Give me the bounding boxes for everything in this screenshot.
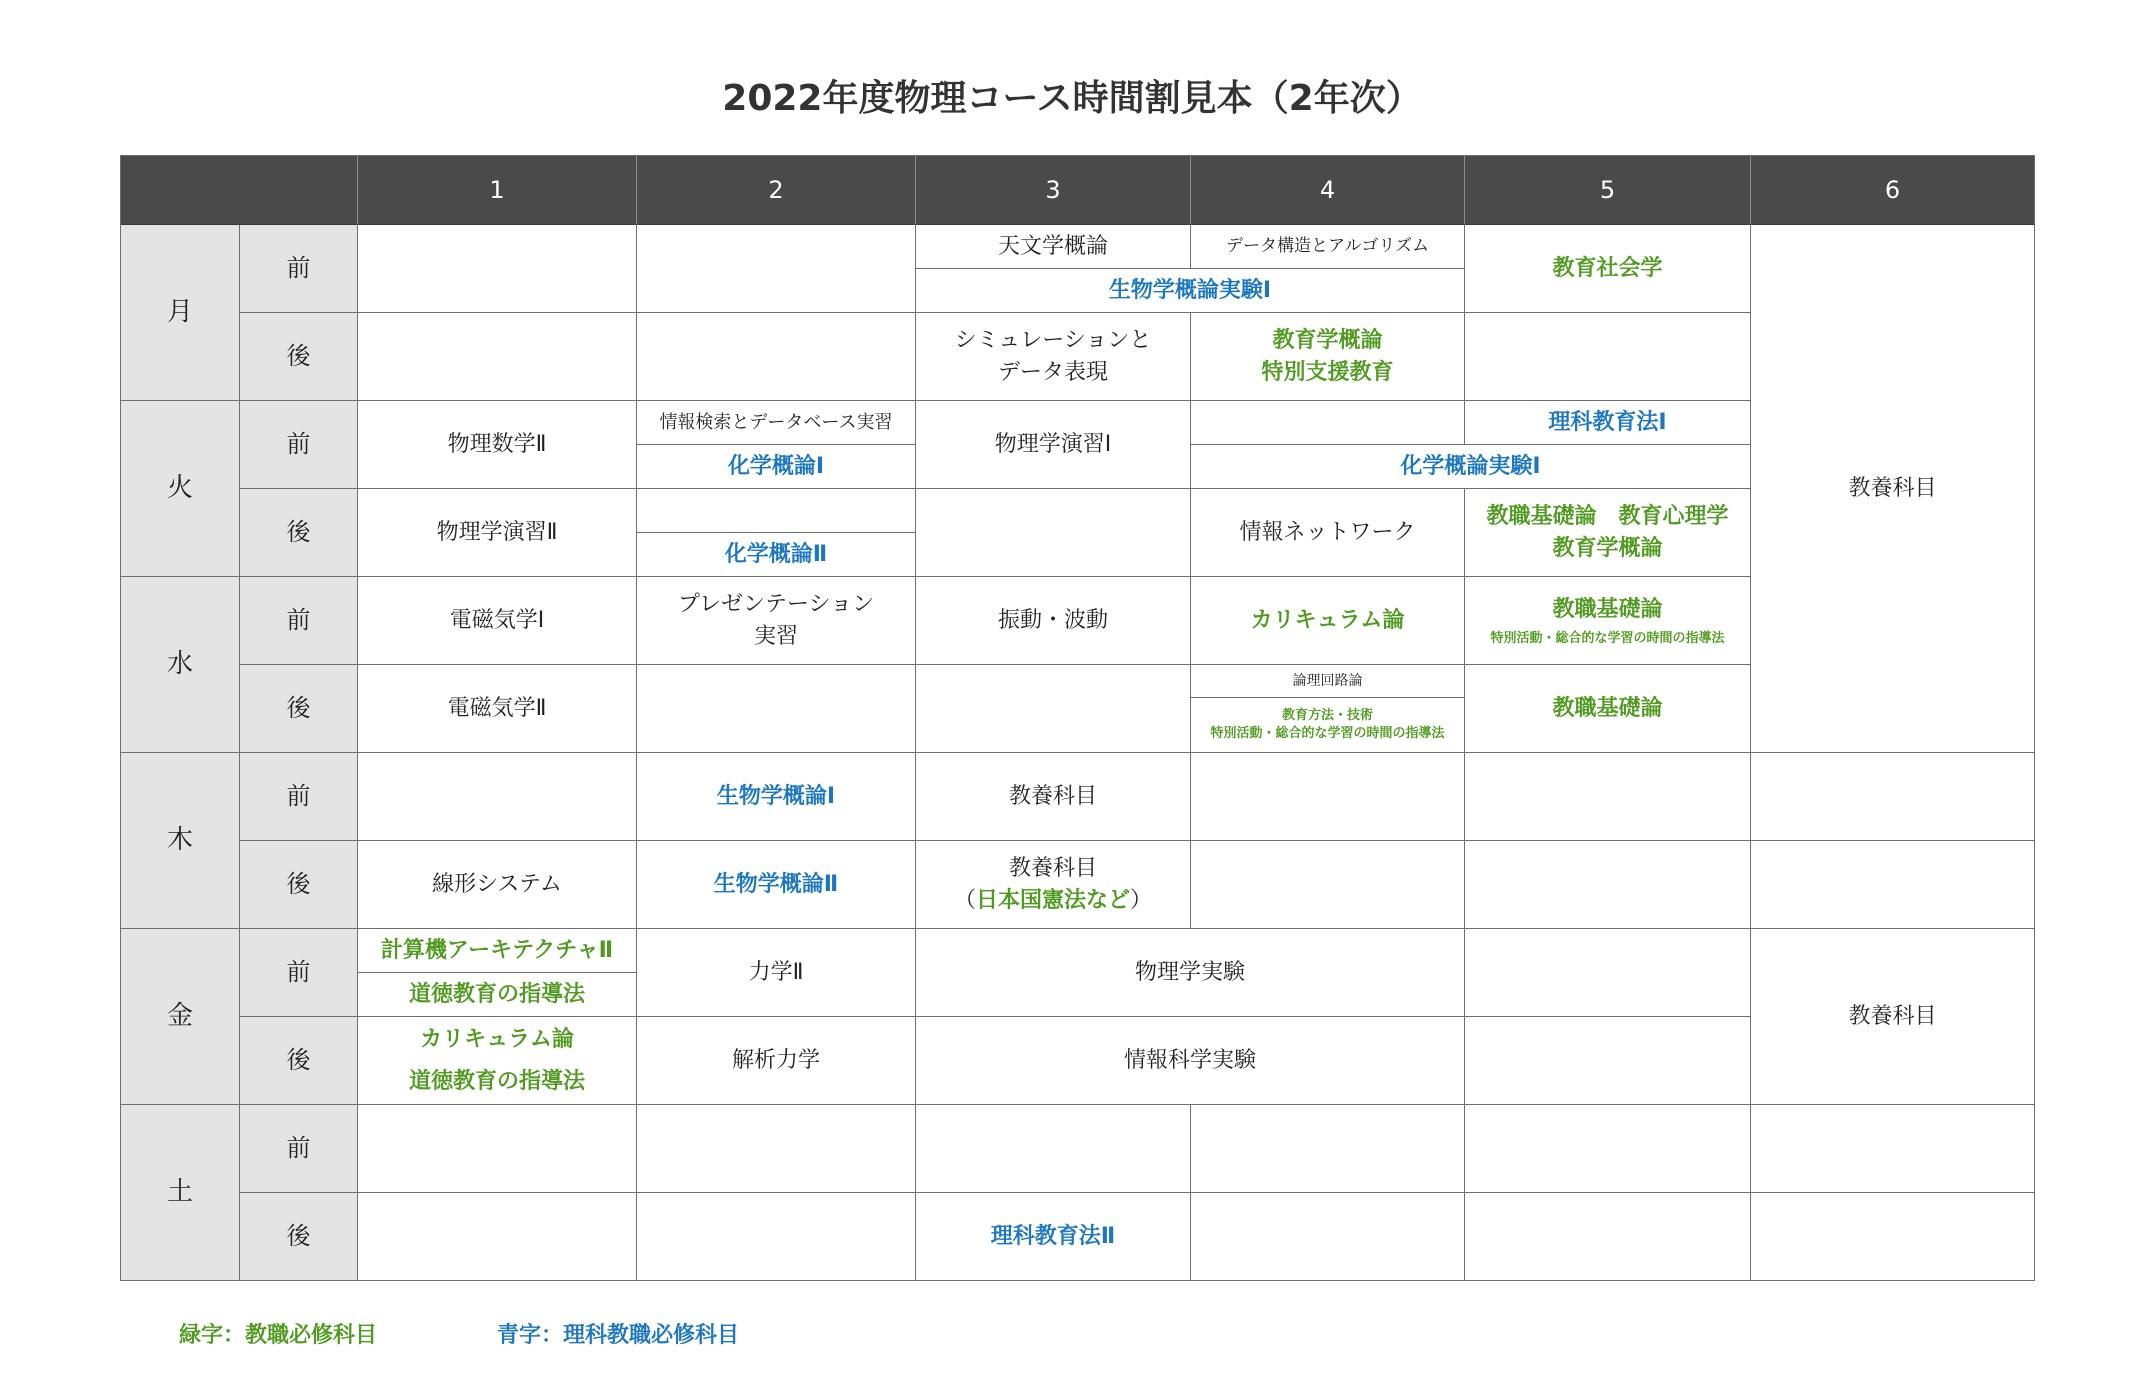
- day-label-sat: 土: [121, 1105, 240, 1281]
- course-label: 計算機アーキテクチャⅡ: [380, 937, 614, 963]
- half-label-thu-am: 前: [240, 753, 358, 841]
- course-label: 理科教育法Ⅱ: [990, 1223, 1116, 1249]
- empty-slot: [1191, 841, 1465, 929]
- course-note-text: 日本国憲法など: [975, 887, 1130, 913]
- course-label-line1: 教育方法・技術: [1281, 708, 1373, 724]
- course-tue-pm-p5: [1465, 489, 1751, 577]
- course-thu-am-p3: [916, 753, 1191, 841]
- course-tue-am-p2-bottom: [637, 445, 916, 489]
- course-fri-am-p2: [637, 929, 916, 1017]
- course-label: 物理学演習Ⅰ: [994, 431, 1112, 457]
- course-label: 力学Ⅱ: [748, 959, 804, 985]
- half-label-thu-pm: 後: [240, 841, 358, 929]
- course-label: 論理回路論: [1292, 672, 1363, 689]
- course-wed-am-p1: [358, 577, 637, 665]
- course-label: 教職基礎論: [1552, 596, 1663, 622]
- empty-slot: [916, 489, 1191, 577]
- course-label: カリキュラム論: [1250, 607, 1405, 633]
- course-label: 教職基礎論: [1552, 695, 1663, 721]
- page-title: 2022年度物理コース時間割見本（2年次）: [722, 78, 1422, 119]
- course-label: 線形システム: [432, 871, 562, 897]
- empty-slot: [1465, 841, 1751, 929]
- course-tue-pm-p4: [1191, 489, 1465, 577]
- course-label: 解析力学: [731, 1047, 820, 1073]
- header-corner: [121, 156, 358, 225]
- half-label-sat-am: 前: [240, 1105, 358, 1193]
- course-fri-pm-p2: [637, 1017, 916, 1105]
- empty-slot: [358, 1105, 637, 1193]
- course-label: 教育社会学: [1552, 255, 1663, 281]
- course-label-line1: 教育学概論: [1272, 327, 1383, 353]
- period-header-4: 4: [1191, 156, 1465, 225]
- empty-slot: [637, 1193, 916, 1281]
- course-fri-p6: [1751, 929, 2035, 1105]
- day-label-mon: 月: [121, 225, 240, 401]
- half-label-mon-am: 前: [240, 225, 358, 313]
- course-label-line2: 教育学概論: [1552, 535, 1663, 561]
- course-label: 化学概論Ⅱ: [724, 541, 828, 567]
- course-label: 理科教育法Ⅰ: [1548, 409, 1667, 435]
- empty-slot: [1465, 1017, 1751, 1105]
- course-wed-pm-p4-top: [1191, 665, 1464, 698]
- course-wed-am-p5: [1465, 577, 1751, 665]
- course-mon-am-p3-p4-bottom: [916, 269, 1465, 313]
- legend-green: 緑字：教職必修科目: [179, 1323, 378, 1348]
- course-wed-am-p2: [637, 577, 916, 665]
- course-mon-to-wed-p6: [1751, 225, 2035, 753]
- day-label-fri: 金: [121, 929, 240, 1105]
- course-label-line2: 実習: [753, 623, 798, 649]
- course-label-line1: プレゼンテーション: [677, 591, 875, 617]
- empty-slot: [358, 225, 637, 313]
- period-header-1: 1: [358, 156, 637, 225]
- half-label-fri-pm: 後: [240, 1017, 358, 1105]
- course-wed-pm-p5: [1465, 665, 1751, 753]
- course-mon-pm-p3: [916, 313, 1191, 401]
- period-header-6: 6: [1751, 156, 2035, 225]
- course-thu-pm-p1: [358, 841, 637, 929]
- half-label-sat-pm: 後: [240, 1193, 358, 1281]
- empty-slot: [637, 225, 916, 313]
- course-label: 情報科学実験: [1123, 1047, 1256, 1073]
- course-label-line1: 教職基礎論 教育心理学: [1486, 503, 1729, 529]
- empty-slot: [358, 753, 637, 841]
- empty-slot: [1751, 841, 2035, 929]
- empty-slot: [637, 665, 916, 753]
- course-label: 情報検索とデータベース実習: [659, 411, 893, 433]
- paren-open: （: [953, 887, 976, 913]
- empty-slot: [1751, 1193, 2035, 1281]
- course-label: 化学概論実験Ⅰ: [1400, 453, 1541, 479]
- course-label-line2: 特別活動・総合的な学習の時間の指導法: [1210, 726, 1445, 741]
- course-tue-am-p2-top: [637, 401, 916, 445]
- paren-close: ）: [1130, 887, 1153, 913]
- half-label-tue-pm: 後: [240, 489, 358, 577]
- half-label-wed-pm: 後: [240, 665, 358, 753]
- course-wed-am-p4: [1191, 577, 1465, 665]
- course-fri-am-p1-top: [358, 929, 637, 973]
- course-label: 電磁気学Ⅰ: [449, 607, 545, 633]
- legend-blue: 青字：理科教職必修科目: [497, 1323, 740, 1348]
- course-tue-pm-p1: [358, 489, 637, 577]
- course-fri-am-p1-bottom: [358, 973, 637, 1017]
- period-header-3: 3: [916, 156, 1191, 225]
- empty-slot: [1465, 1193, 1751, 1281]
- course-label: 道徳教育の指導法: [408, 981, 585, 1007]
- course-note: 特別活動・総合的な学習の時間の指導法: [1490, 630, 1725, 646]
- empty-slot: [1191, 753, 1465, 841]
- course-fri-am-p3-p4: [916, 929, 1465, 1017]
- course-label-line2: 特別支援教育: [1261, 359, 1394, 385]
- day-label-tue: 火: [121, 401, 240, 577]
- empty-slot: [1465, 753, 1751, 841]
- course-label-line2: データ表現: [997, 359, 1108, 385]
- empty-slot: [1191, 1105, 1465, 1193]
- empty-slot: [358, 1193, 637, 1281]
- course-note: [954, 885, 1152, 917]
- course-label: 生物学概論実験Ⅰ: [1108, 277, 1272, 303]
- period-header-2: 2: [637, 156, 916, 225]
- course-label-line1: カリキュラム論: [420, 1026, 574, 1052]
- empty-slot: [916, 1105, 1191, 1193]
- course-tue-am-p4-p5-bottom: [1191, 445, 1751, 489]
- course-label: 物理数学Ⅱ: [447, 431, 547, 457]
- course-tue-pm-p2-bottom: [637, 533, 916, 577]
- course-label-line1: シミュレーションと: [954, 327, 1152, 353]
- course-wed-pm-p4-bottom: [1191, 698, 1464, 752]
- course-label: 天文学概論: [997, 233, 1108, 259]
- course-wed-pm-p4: [1191, 665, 1465, 753]
- empty-slot: [1191, 1193, 1465, 1281]
- course-label: 教養科目: [1008, 855, 1097, 881]
- course-wed-pm-p1: [358, 665, 637, 753]
- empty-slot: [1465, 313, 1751, 401]
- course-label: 振動・波動: [997, 607, 1108, 633]
- half-label-tue-am: 前: [240, 401, 358, 489]
- course-wed-am-p3: [916, 577, 1191, 665]
- course-thu-am-p2: [637, 753, 916, 841]
- course-thu-pm-p3: [916, 841, 1191, 929]
- empty-slot: [1751, 753, 2035, 841]
- course-label: 物理学演習Ⅱ: [436, 519, 558, 545]
- course-label: 電磁気学Ⅱ: [447, 695, 547, 721]
- day-label-thu: 木: [121, 753, 240, 929]
- course-tue-am-p5-top: [1465, 401, 1751, 445]
- course-label: 教養科目: [1008, 783, 1097, 809]
- empty-slot: [637, 313, 916, 401]
- half-label-mon-pm: 後: [240, 313, 358, 401]
- course-label: 生物学概論Ⅱ: [713, 871, 839, 897]
- course-label: 情報ネットワーク: [1239, 519, 1416, 545]
- course-label: 教養科目: [1848, 475, 1937, 501]
- day-label-wed: 水: [121, 577, 240, 753]
- timetable: [120, 155, 2035, 1281]
- empty-slot: [1465, 929, 1751, 1017]
- course-thu-pm-p2: [637, 841, 916, 929]
- course-fri-pm-p3-p4: [916, 1017, 1465, 1105]
- empty-slot: [916, 665, 1191, 753]
- course-fri-pm-p1: [358, 1017, 637, 1105]
- course-label: 生物学概論Ⅰ: [716, 783, 836, 809]
- course-label: 化学概論Ⅰ: [727, 453, 825, 479]
- course-label: 物理学実験: [1134, 959, 1245, 985]
- course-sat-pm-p3: [916, 1193, 1191, 1281]
- course-label-line2: 道徳教育の指導法: [408, 1068, 585, 1094]
- empty-slot: [358, 313, 637, 401]
- course-tue-am-p1: [358, 401, 637, 489]
- period-header-5: 5: [1465, 156, 1751, 225]
- course-label: 教養科目: [1848, 1003, 1937, 1029]
- course-mon-am-p3-top: [916, 225, 1191, 269]
- course-tue-am-p3: [916, 401, 1191, 489]
- empty-slot: [637, 489, 916, 533]
- empty-slot: [1191, 401, 1465, 445]
- course-mon-pm-p4: [1191, 313, 1465, 401]
- empty-slot: [637, 1105, 916, 1193]
- half-label-fri-am: 前: [240, 929, 358, 1017]
- empty-slot: [1465, 1105, 1751, 1193]
- course-mon-am-p5: [1465, 225, 1751, 313]
- half-label-wed-am: 前: [240, 577, 358, 665]
- empty-slot: [1751, 1105, 2035, 1193]
- course-mon-am-p4-top: [1191, 225, 1465, 269]
- course-label: データ構造とアルゴリズム: [1226, 236, 1429, 257]
